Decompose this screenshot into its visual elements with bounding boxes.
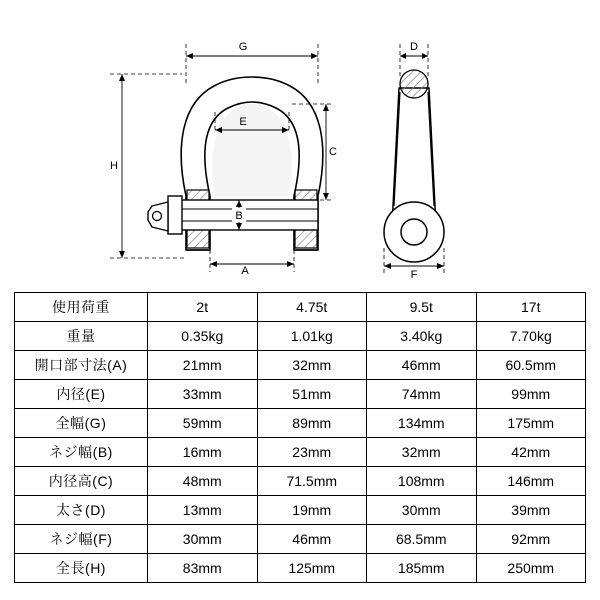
row-label: 全長(H) (15, 554, 148, 583)
row-value: 185mm (367, 554, 477, 583)
table-row (15, 467, 586, 496)
row-value: 3.40kg (367, 322, 477, 351)
spec-table (14, 292, 586, 583)
row-value: 134mm (367, 409, 477, 438)
shackle-diagram (0, 0, 600, 290)
dimension-label-F: F (410, 269, 418, 281)
dimension-label-E: E (239, 116, 247, 128)
row-value: 42mm (476, 438, 586, 467)
row-value: 68.5mm (367, 525, 477, 554)
row-label: 重量 (15, 322, 148, 351)
row-value: 125mm (257, 554, 367, 583)
table-header-row (15, 293, 586, 322)
shackle-front-view (110, 41, 337, 277)
row-value: 89mm (257, 409, 367, 438)
row-value: 46mm (257, 525, 367, 554)
spec-table-container (14, 292, 586, 583)
row-value: 175mm (476, 409, 586, 438)
table-row (15, 438, 586, 467)
row-value: 23mm (257, 438, 367, 467)
table-header-cell-4_75t: 4.75t (257, 293, 367, 322)
row-value: 92mm (476, 525, 586, 554)
row-value: 71.5mm (257, 467, 367, 496)
row-value: 13mm (148, 496, 258, 525)
dimension-label-B: B (235, 210, 243, 222)
row-value: 146mm (476, 467, 586, 496)
row-label: 開口部寸法(A) (15, 351, 148, 380)
row-value: 0.35kg (148, 322, 258, 351)
row-label: ネジ幅(F) (15, 525, 148, 554)
row-value: 108mm (367, 467, 477, 496)
row-value: 46mm (367, 351, 477, 380)
row-label: 全幅(G) (15, 409, 148, 438)
row-value: 32mm (367, 438, 477, 467)
row-label: ネジ幅(B) (15, 438, 148, 467)
row-value: 33mm (148, 380, 258, 409)
row-value: 99mm (476, 380, 586, 409)
row-value: 30mm (367, 496, 477, 525)
dimension-label-G: G (238, 41, 248, 53)
row-value: 32mm (257, 351, 367, 380)
table-row (15, 380, 586, 409)
dimension-label-D: D (410, 41, 418, 53)
row-value: 19mm (257, 496, 367, 525)
table-row (15, 322, 586, 351)
row-value: 74mm (367, 380, 477, 409)
table-row (15, 525, 586, 554)
row-value: 1.01kg (257, 322, 367, 351)
table-row (15, 351, 586, 380)
table-header-cell-load: 使用荷重 (15, 293, 148, 322)
row-value: 39mm (476, 496, 586, 525)
row-value: 51mm (257, 380, 367, 409)
row-label: 内径高(C) (15, 467, 148, 496)
row-value: 48mm (148, 467, 258, 496)
row-value: 83mm (148, 554, 258, 583)
shackle-drawing-svg (0, 0, 600, 290)
table-row (15, 554, 586, 583)
table-header-cell-9_5t: 9.5t (367, 293, 477, 322)
row-value: 16mm (148, 438, 258, 467)
row-value: 60.5mm (476, 351, 586, 380)
row-label: 太さ(D) (15, 496, 148, 525)
row-label: 内径(E) (15, 380, 148, 409)
table-header-cell-2t: 2t (148, 293, 258, 322)
shackle-side-view (384, 41, 444, 281)
row-value: 7.70kg (476, 322, 586, 351)
row-value: 59mm (148, 409, 258, 438)
dimension-label-C: C (329, 146, 337, 158)
table-header-cell-17t: 17t (476, 293, 586, 322)
row-value: 30mm (148, 525, 258, 554)
row-value: 21mm (148, 351, 258, 380)
row-value: 250mm (476, 554, 586, 583)
table-row (15, 409, 586, 438)
table-row (15, 496, 586, 525)
dimension-label-H: H (110, 160, 118, 172)
dimension-label-A: A (241, 265, 249, 277)
